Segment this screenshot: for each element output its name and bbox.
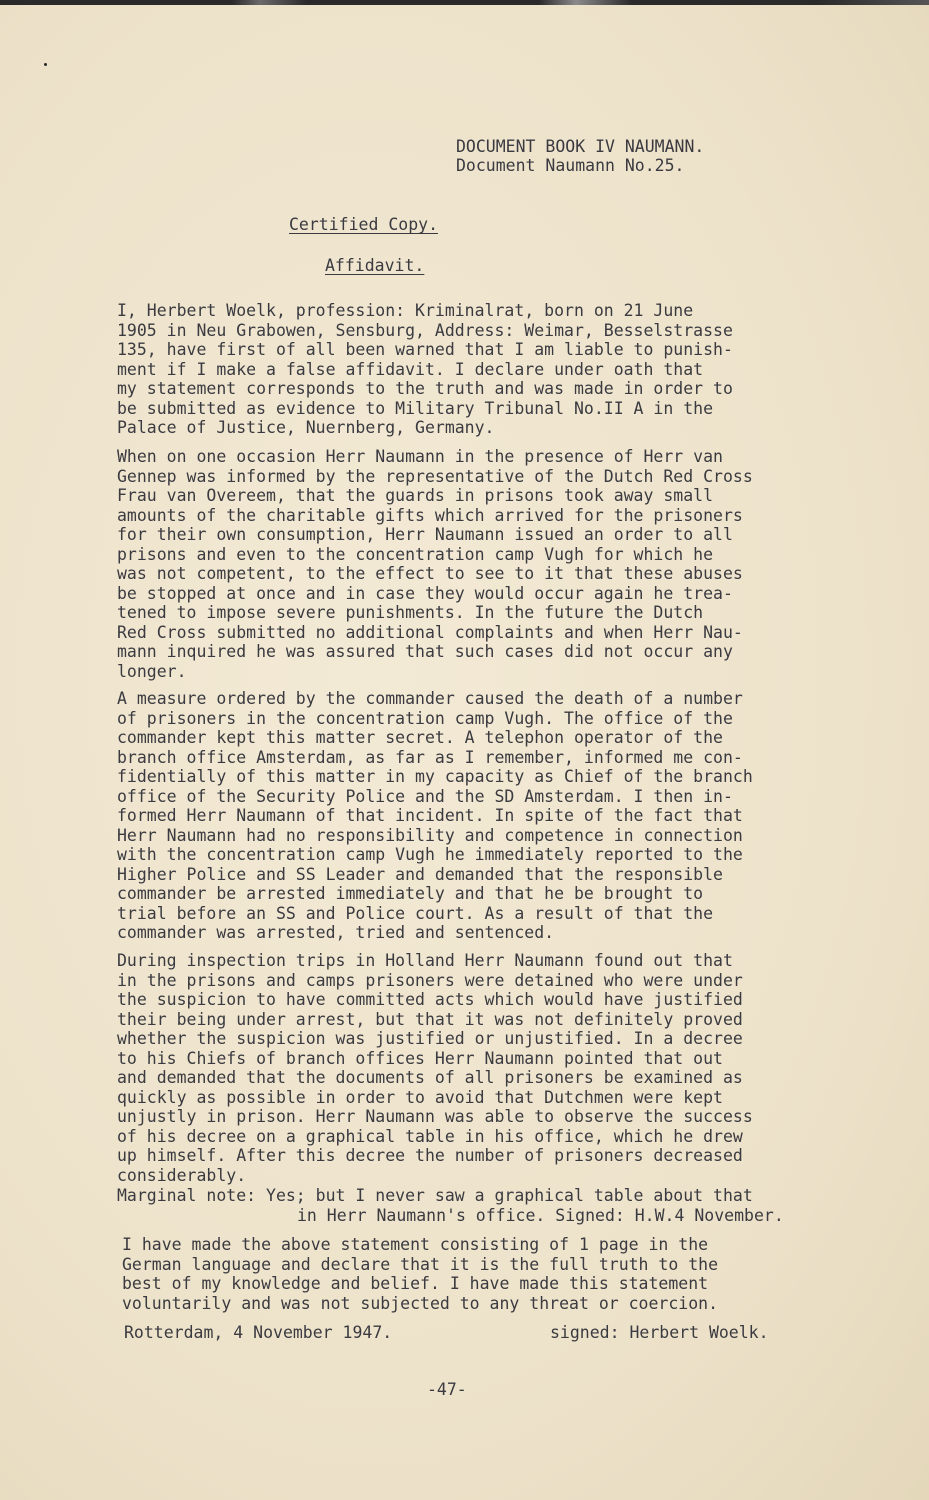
- paragraph-line: office of the Security Police and the SD Amsterdam. I then in-: [117, 786, 733, 806]
- place-and-date: Rotterdam, 4 November 1947.: [124, 1323, 393, 1342]
- paragraph-line: fidentially of this matter in my capacity as Chief of the branch: [117, 767, 753, 786]
- paragraph-line: amounts of the charitable gifts which arrived for the prisoners: [117, 505, 743, 525]
- affidavit-heading: Affidavit.: [325, 256, 425, 275]
- paragraph-line: longer.: [117, 661, 187, 681]
- marginal-note-line-1: Marginal note: Yes; but I never saw a graphical table about that: [117, 1186, 753, 1205]
- paragraph-line: I have made the above statement consisting of 1 page in the: [122, 1235, 709, 1254]
- paragraph-line: their being under arrest, but that it was not definitely proved: [117, 1009, 743, 1029]
- paragraph-line: commander be arrested immediately and that he be brought to: [117, 884, 704, 903]
- paragraph-line: voluntarily and was not subjected to any threat or coercion.: [122, 1293, 719, 1313]
- header-line-2: Document Naumann No.25.: [456, 156, 685, 175]
- paragraph-line: Herr Naumann had no responsibility and competence in connection: [117, 825, 743, 845]
- paragraph-line: 1905 in Neu Grabowen, Sensburg, Address: Weimar, Besselstrasse: [117, 320, 733, 340]
- paragraph-line: of his decree on a graphical table in his office, which he drew: [117, 1126, 743, 1146]
- paragraph-line: and demanded that the documents of all prisoners be examined as: [117, 1068, 743, 1087]
- paragraph-line: formed Herr Naumann of that incident. In spite of the fact that: [117, 806, 743, 825]
- certified-copy-heading: Certified Copy.: [289, 215, 439, 234]
- paragraph-line: ment if I make a false affidavit. I declare under oath that: [117, 359, 704, 379]
- signature: signed: Herbert Woelk.: [550, 1323, 769, 1342]
- paragraph-line: branch office Amsterdam, as far as I remember, informed me con-: [117, 747, 743, 767]
- paragraph-line: Higher Police and SS Leader and demanded that the responsible: [117, 864, 723, 884]
- paragraph-line: was not competent, to the effect to see to it that these abuses: [117, 564, 743, 583]
- paragraph-line: be stopped at once and in case they would occur again he trea-: [117, 583, 733, 603]
- paragraph-line: best of my knowledge and belief. I have made this statement: [122, 1274, 709, 1293]
- ink-speck: [44, 63, 47, 66]
- paragraph-line: Frau van Overeem, that the guards in prisons took away small: [117, 486, 714, 505]
- paragraph-line: of prisoners in the concentration camp Vugh. The office of the: [117, 708, 733, 728]
- paragraph-1: [117, 301, 733, 438]
- paragraph-line: my statement corresponds to the truth and was made in order to: [117, 379, 733, 398]
- paragraph-4: [117, 951, 753, 1185]
- paragraph-line: up himself. After this decree the number of prisoners decreased: [117, 1146, 743, 1165]
- paragraph-line: unjustly in prison. Herr Naumann was able to observe the success: [117, 1107, 753, 1126]
- paragraph-line: trial before an SS and Police court. As a result of that the: [117, 903, 714, 923]
- paragraph-3: [117, 689, 753, 943]
- paragraph-line: When on one occasion Herr Naumann in the presence of Herr van: [117, 447, 723, 466]
- paragraph-line: the suspicion to have committed acts which would have justified: [117, 990, 743, 1009]
- header-line-1: DOCUMENT BOOK IV NAUMANN.: [456, 137, 705, 156]
- paragraph-line: be submitted as evidence to Military Tribunal No.II A in the: [117, 398, 714, 418]
- paragraph-line: German language and declare that it is the full truth to the: [122, 1254, 719, 1274]
- marginal-note-line-2: in Herr Naumann's office. Signed: H.W.4 November.: [297, 1205, 784, 1225]
- document-header: [456, 137, 704, 175]
- paragraph-line: Red Cross submitted no additional complaints and when Herr Nau-: [117, 622, 743, 642]
- paragraph-line: tened to impose severe punishments. In the future the Dutch: [117, 603, 704, 622]
- paragraph-line: for their own consumption, Herr Naumann issued an order to all: [117, 525, 733, 544]
- paragraph-5: [122, 1235, 718, 1313]
- paragraph-line: in the prisons and camps prisoners were detained who were under: [117, 970, 743, 990]
- paragraph-line: commander kept this matter secret. A telephon operator of the: [117, 728, 723, 747]
- paragraph-line: mann inquired he was assured that such cases did not occur any: [117, 642, 733, 661]
- paragraph-line: whether the suspicion was justified or unjustified. In a decree: [117, 1029, 743, 1048]
- paragraph-line: commander was arrested, tried and sentenced.: [117, 923, 555, 942]
- paragraph-line: with the concentration camp Vugh he immediately reported to the: [117, 845, 743, 864]
- paragraph-line: A measure ordered by the commander caused the death of a number: [117, 689, 743, 708]
- paragraph-line: prisons and even to the concentration camp Vugh for which he: [117, 544, 714, 564]
- paragraph-line: Gennep was informed by the representative of the Dutch Red Cross: [117, 466, 753, 486]
- scan-edge-bar: [0, 0, 929, 5]
- marginal-note: [117, 1186, 784, 1225]
- paragraph-line: Palace of Justice, Nuernberg, Germany.: [117, 418, 495, 437]
- paragraph-line: I, Herbert Woelk, profession: Kriminalrat, born on 21 June: [117, 301, 694, 320]
- paragraph-line: to his Chiefs of branch offices Herr Naumann pointed that out: [117, 1048, 723, 1068]
- paragraph-line: quickly as possible in order to avoid that Dutchmen were kept: [117, 1087, 723, 1107]
- paragraph-line: considerably.: [117, 1165, 247, 1185]
- paragraph-line: 135, have first of all been warned that I am liable to punish-: [117, 340, 733, 359]
- paragraph-2: [117, 447, 753, 681]
- paragraph-line: During inspection trips in Holland Herr Naumann found out that: [117, 951, 733, 970]
- page-number: -47-: [427, 1380, 467, 1399]
